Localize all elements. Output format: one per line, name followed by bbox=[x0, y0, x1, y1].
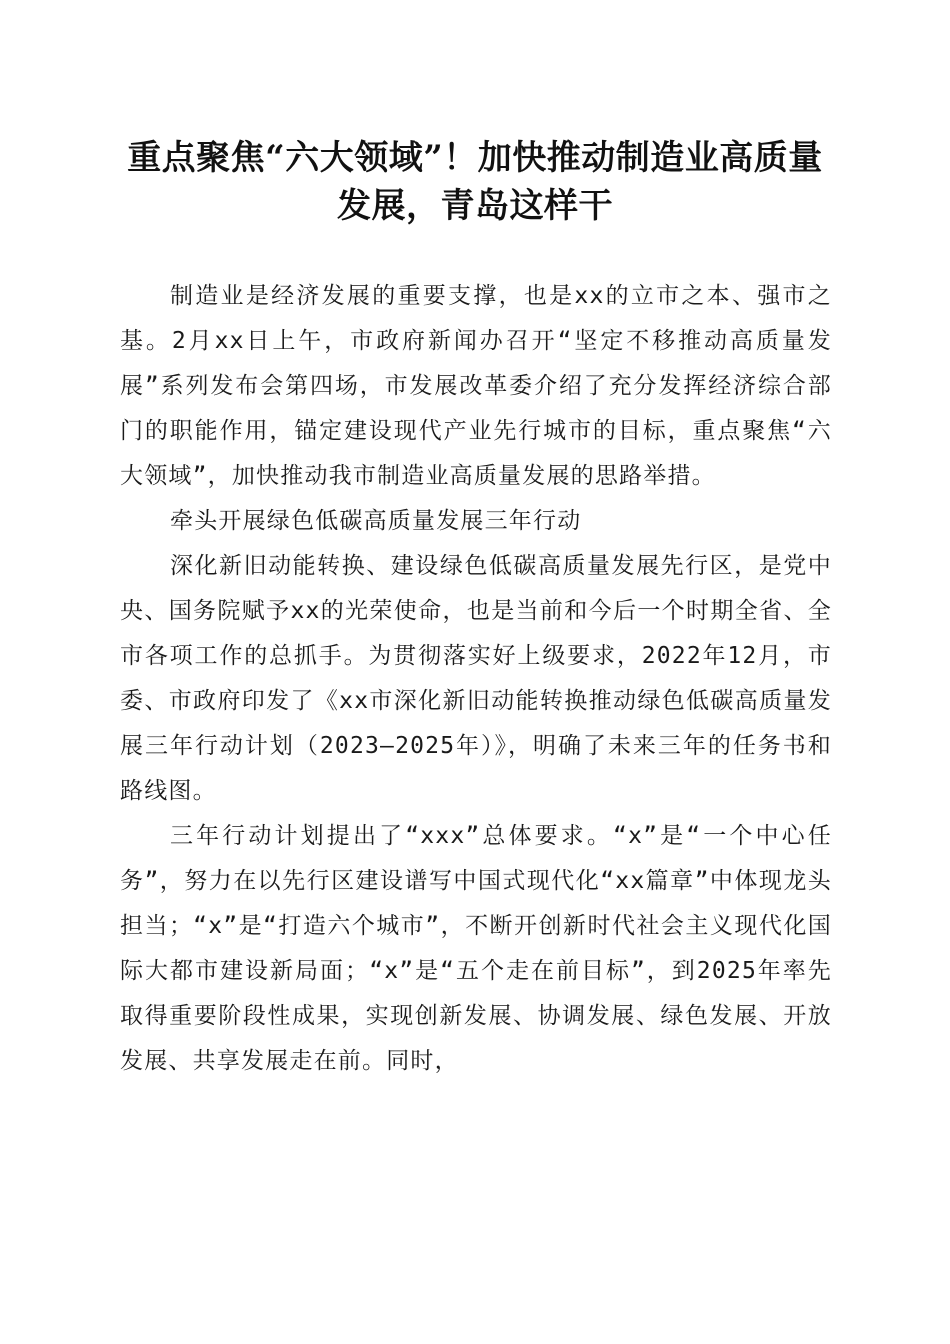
paragraph-requirements: 三年行动计划提出了“xxx”总体要求。“x”是“一个中心任务”，努力在以先行区建设谱写中国式现代化“xx篇章”中体现龙头担当；“x”是“打造六个城市”，不断开创新时代社会主义现代化国际大都市建设新局面；“x”是“五个走在前目标”，到2025年率先取得重要阶段性成果，实现创新发展、协调发展、绿色发展、开放发展、共享发展走在前。同时， bbox=[120, 823, 832, 1074]
paragraph-background: 深化新旧动能转换、建设绿色低碳高质量发展先行区，是党中央、国务院赋予xx的光荣使命，也是当前和今后一个时期全省、全市各项工作的总抓手。为贯彻落实好上级要求，2022年12月，市委、市政府印发了《xx市深化新旧动能转换推动绿色低碳高质量发展三年行动计划（2023—2025年）》，明确了未来三年的任务书和路线图。 bbox=[120, 553, 832, 804]
paragraph-intro: 制造业是经济发展的重要支撑，也是xx的立市之本、强市之基。2月xx日上午，市政府新闻办召开“坚定不移推动高质量发展”系列发布会第四场，市发展改革委介绍了充分发挥经济综合部门的职能作用，锚定建设现代产业先行城市的目标，重点聚焦“六大领域”，加快推动我市制造业高质量发展的思路举措。 bbox=[120, 283, 832, 489]
document-body bbox=[120, 274, 832, 1084]
document-title: 重点聚焦“六大领域”！加快推动制造业高质量发展，青岛这样干 bbox=[127, 138, 823, 226]
section-heading: 牵头开展绿色低碳高质量发展三年行动 bbox=[170, 508, 582, 534]
